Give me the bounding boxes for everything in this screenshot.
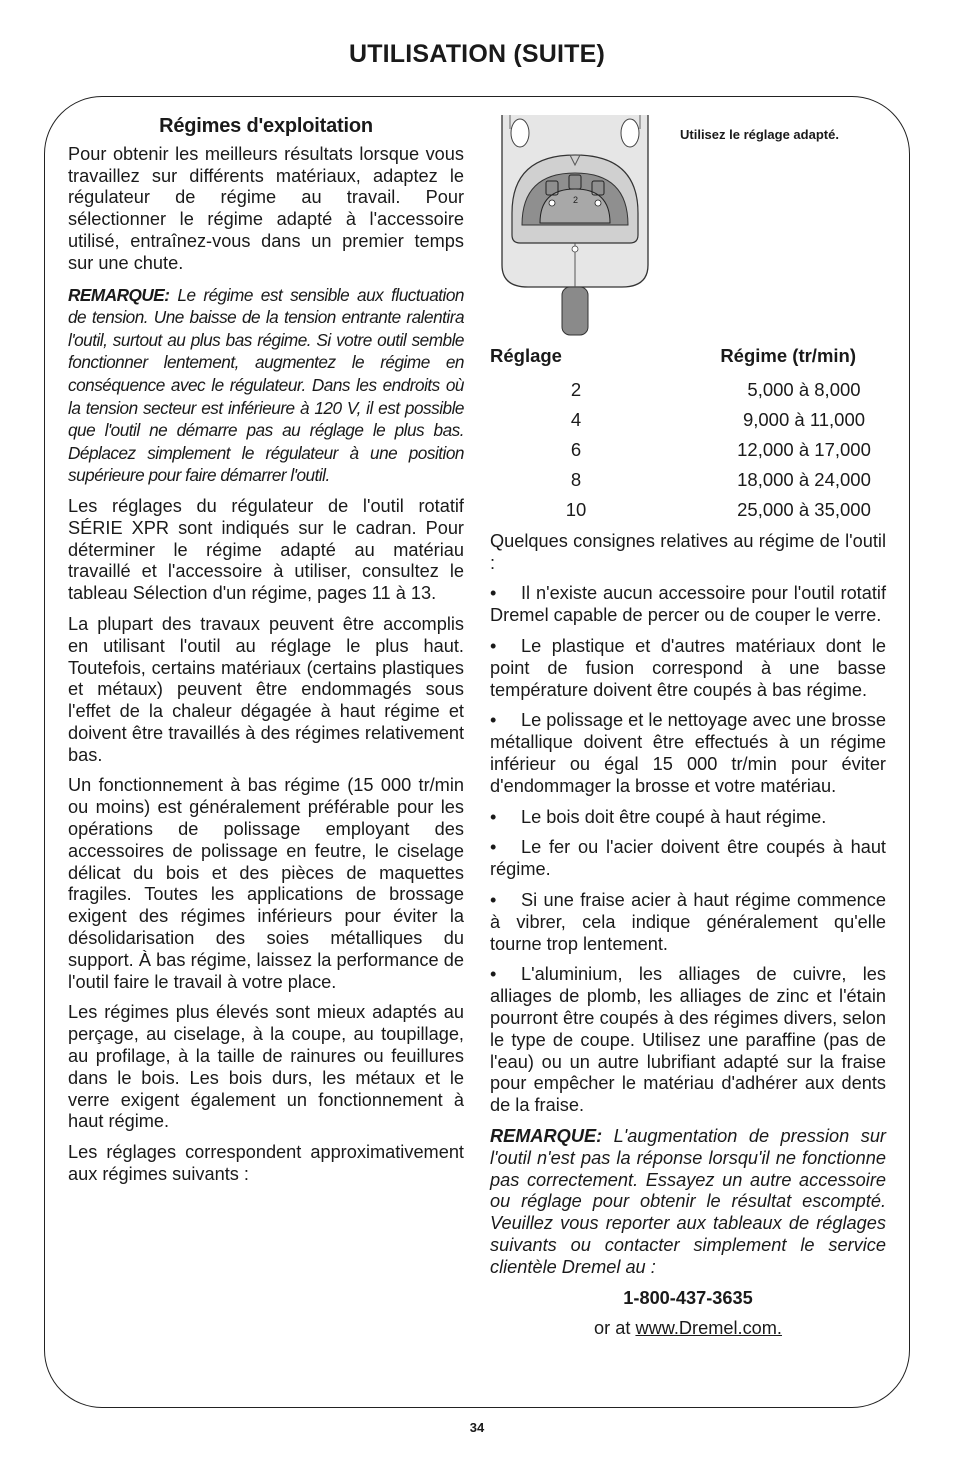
paragraph-dial: Les réglages du régulateur de l'outil rotatif SÉRIE XPR sont indiqués sur le cadran. Pour déterminer le régime adapté au matériau travaillé et l'accessoire à utiliser, consultez le tableau Sélection d'un régime, pages 11 à 13. xyxy=(68,495,464,604)
setting-cell: 6 xyxy=(570,438,582,460)
bullet-mark: • xyxy=(490,710,497,731)
list-item xyxy=(490,636,886,701)
list-item-text: Si une fraise acier à haut régime commence à vibrer, cela indique généralement qu'elle tourne trop lentement. xyxy=(490,889,886,954)
list-item xyxy=(490,837,886,881)
speed-cell: 25,000 à 35,000 xyxy=(737,498,871,520)
table-header-row xyxy=(490,345,886,375)
note-label: REMARQUE: xyxy=(490,1125,603,1146)
note-label: REMARQUE: xyxy=(68,284,170,305)
bullet-mark: • xyxy=(490,964,497,985)
speed-dial-illustration xyxy=(500,115,650,337)
table-row xyxy=(490,435,886,465)
speed-cell: 5,000 à 8,000 xyxy=(747,378,861,400)
paragraph-high-speed: La plupart des travaux peuvent être accomplis en utilisant l'outil au réglage le plus haut. Toutefois, certains matériaux (certains plastiques et métaux) peuvent être endommagés sous l'effet de la chaleur dégagée à haut régime et doivent être travaillés à des régimes relativement bas. xyxy=(68,613,464,765)
right-column xyxy=(490,112,886,1340)
bullet-mark: • xyxy=(490,889,497,910)
section-heading: Régimes d'exploitation xyxy=(159,115,373,137)
note-voltage xyxy=(68,284,464,487)
list-item xyxy=(490,890,886,955)
paragraph-settings: Les réglages correspondent approximativement aux régimes suivants : xyxy=(68,1142,464,1185)
bullet-mark: • xyxy=(490,837,497,858)
speed-dial-figure xyxy=(490,112,886,337)
paragraph-higher-speeds: Les régimes plus élevés sont mieux adaptés au perçage, au ciselage, à la coupe, au toupillage, au profilage, à la taille de rainures ou feuillures dans le bois. Les bois durs, les métaux et le verre exigent également un fonctionnement à haut régime. xyxy=(68,1002,464,1132)
bullet-mark: • xyxy=(490,806,497,827)
note-text: L'augmentation de pression sur l'outil n'est pas la réponse lorsqu'il ne fonctionne pas correctement. Essayez un autre accessoire ou réglage pour obtenir le résultat escompté. Veuillez vous reporter aux tableaux de réglages suivants ou contacter simplement le service clientèle Dremel au : xyxy=(490,1125,886,1277)
list-item-text: Le polissage et le nettoyage avec une brosse métallique doivent être effectués à un régime inférieur ou égal 15 000 tr/min pour éviter d'endommager la brosse et votre matériau. xyxy=(490,710,887,796)
col-header-speed: Régime (tr/min) xyxy=(720,345,856,366)
list-item xyxy=(490,583,886,627)
table-row xyxy=(490,495,886,525)
dial-mark-label: 2 xyxy=(573,195,579,205)
paragraph-guidelines-intro: Quelques consignes relatives au régime de l'outil : xyxy=(490,530,886,573)
list-item xyxy=(490,807,886,829)
list-item-text: Le fer ou l'acier doivent être coupés à haut régime. xyxy=(490,837,886,880)
figure-caption: Utilisez le réglage adapté. xyxy=(680,127,839,142)
list-item xyxy=(490,964,886,1117)
table-row xyxy=(490,405,886,435)
page-title: UTILISATION (SUITE) xyxy=(348,40,606,68)
setting-cell: 10 xyxy=(565,498,587,520)
speed-cell: 12,000 à 17,000 xyxy=(737,438,871,460)
table-row xyxy=(490,465,886,495)
setting-cell: 8 xyxy=(570,468,582,490)
dremel-website-link[interactable]: www.Dremel.com. xyxy=(635,1318,782,1339)
list-item-text: L'aluminium, les alliages de cuivre, les alliages de plomb, les alliages de zinc et l'étain pourront être coupés à des régimes divers, selon le type de coupe. Utilisez une paraffine (pas de l'eau) ou un autre lubrifiant adapté sur la fraise pour empêcher le matériau d'adhérer aux dents de la fraise. xyxy=(490,964,886,1116)
col-header-setting: Réglage xyxy=(490,345,562,366)
bullet-mark: • xyxy=(490,635,497,656)
page-number: 34 xyxy=(469,1420,485,1435)
web-prefix: or at xyxy=(594,1318,636,1339)
paragraph-low-speed: Un fonctionnement à bas régime (15 000 tr/min ou moins) est généralement préférable pour les opérations de polissage employant des accessoires de polissage en feutre, le ciselage délicat du bois et des pièces de maquettes fragiles. Toutes les applications de brossage exigent des régimes inférieurs pour éviter la désolidarisation des soies métalliques du support. À bas régime, laissez la performance de l'outil faire le travail à votre place. xyxy=(68,775,464,992)
list-item xyxy=(490,710,886,797)
paragraph-intro: Pour obtenir les meilleurs résultats lorsque vous travaillez sur différents matériaux, adaptez le régulateur de régime au travail. Pour sélectionner le régime adapté à l'accessoire utilisé, entraînez-vous dans un premier temps sur une chute. xyxy=(68,143,464,273)
bullet-mark: • xyxy=(490,583,497,604)
table-row xyxy=(490,375,886,405)
setting-cell: 2 xyxy=(570,378,582,400)
speed-table xyxy=(490,345,886,525)
note-pressure xyxy=(490,1126,886,1279)
note-text: Le régime est sensible aux fluctuation de tension. Une baisse de la tension entrante ralentira l'outil, surtout au plus bas régime. Si votre outil semble fonctionner lentement, augmentez le régime en conséquence avec le régulateur. Dans les endroits où la tension secteur est inférieure à 120 V, il est possible que l'outil ne démarre pas au réglage le plus bas. Déplacez simplement le régulateur à une position supérieure pour faire démarrer l'outil. xyxy=(68,284,464,486)
list-item-text: Il n'existe aucun accessoire pour l'outil rotatif Dremel capable de percer ou de couper le verre. xyxy=(490,583,886,626)
support-phone: 1-800-437-3635 xyxy=(623,1287,753,1308)
speed-cell: 18,000 à 24,000 xyxy=(737,468,871,490)
left-column xyxy=(68,116,464,1195)
support-web xyxy=(490,1318,886,1340)
setting-cell: 4 xyxy=(570,408,582,430)
list-item-text: Le plastique et d'autres matériaux dont le point de fusion correspond à une basse température doivent être coupés à bas régime. xyxy=(490,635,886,700)
list-item-text: Le bois doit être coupé à haut régime. xyxy=(521,806,827,827)
speed-cell: 9,000 à 11,000 xyxy=(742,408,866,430)
